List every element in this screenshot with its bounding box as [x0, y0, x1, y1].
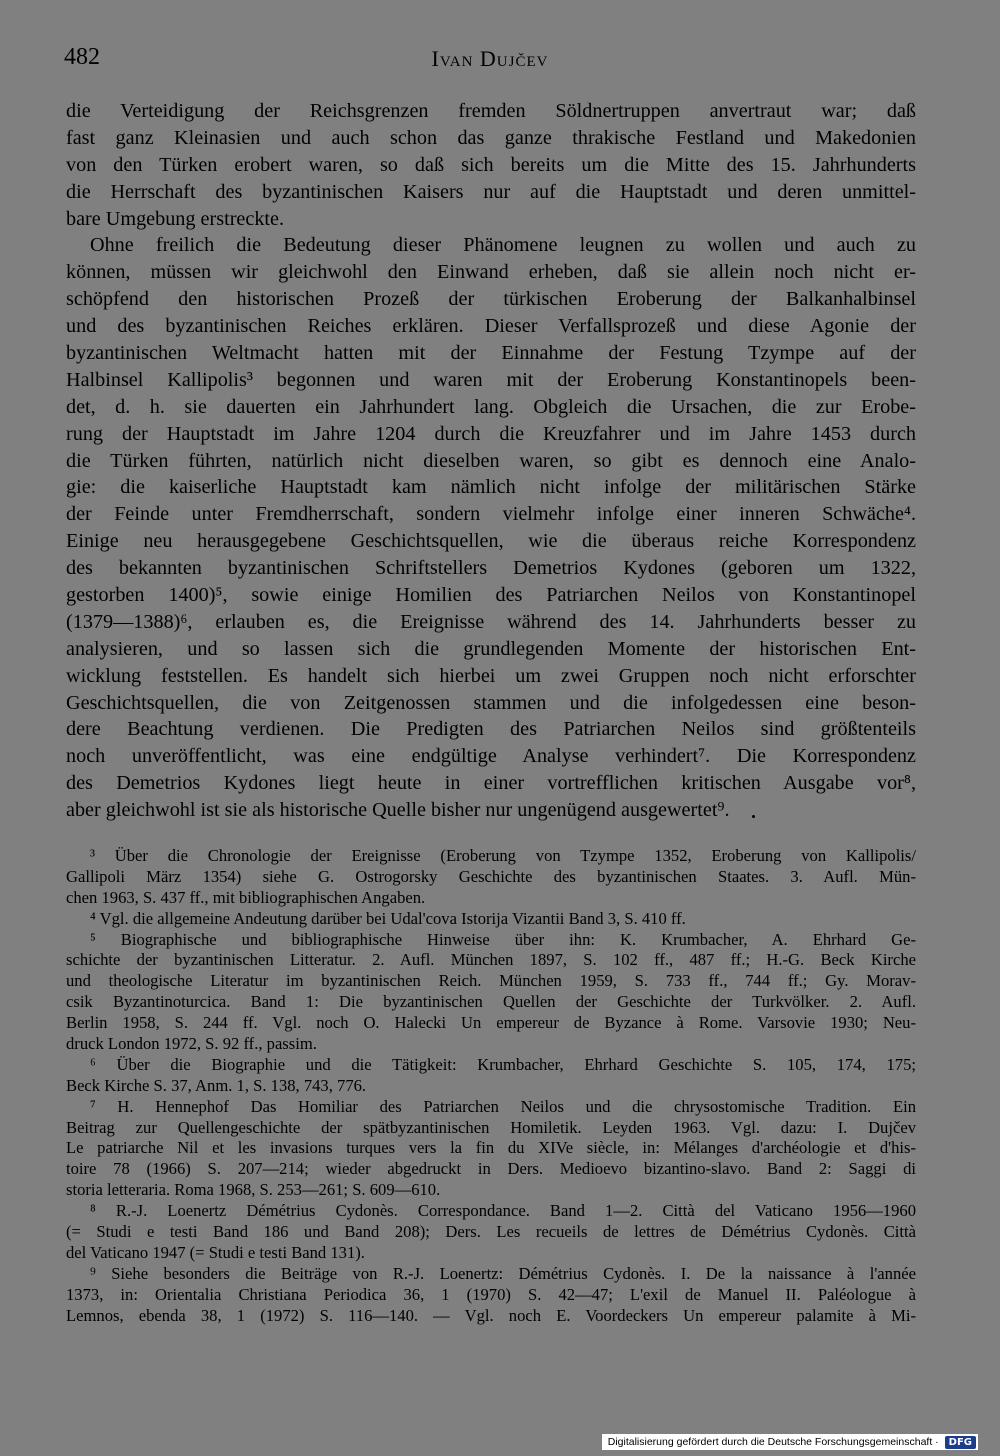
footnote-line: schichte der byzantinischen Litteratur. 2. Aufl. München 1897, S. 102 ff., 487 ff.; H.-G. Beck Kirche — [66, 950, 916, 970]
body-line: können, müssen wir gleichwohl den Einwand erheben, daß sie allein noch nicht er- — [66, 261, 916, 284]
body-line: wicklung feststellen. Es handelt sich hierbei um zwei Gruppen noch nicht erforschter — [66, 664, 916, 687]
dfg-logo: DFG — [945, 1436, 976, 1449]
footnote-line: Le patriarche Nil et les invasions turques vers la fin du XIVe siècle, in: Mélanges d'archéologie et d'his- — [66, 1138, 916, 1158]
footnote-start-line: ⁶ Über die Biographie und die Tätigkeit: Krumbacher, Ehrhard Geschichte S. 105, 174, 175; — [90, 1054, 916, 1074]
body-line: die Türken führten, natürlich nicht dieselben waren, so gibt es dennoch eine Analo- — [66, 449, 916, 472]
print-speck — [752, 815, 755, 818]
footnote-line: Lemnos, ebenda 38, 1 (1972) S. 116—140. — Vgl. noch E. Voordeckers Un empereur palamite à Mi- — [66, 1305, 916, 1325]
page-number: 482 — [64, 44, 100, 70]
body-line: die Herrschaft des byzantinischen Kaisers nur auf die Hauptstadt und deren unmittel- — [66, 180, 916, 203]
footnote-line: storia letteraria. Roma 1968, S. 253—261; S. 609—610. — [66, 1180, 441, 1200]
body-line: (1379—1388)⁶, erlauben es, die Ereignisse während des 14. Jahrhunderts besser zu — [66, 610, 916, 633]
footnote-line: chen 1963, S. 437 ff., mit bibliographischen Angaben. — [66, 887, 426, 907]
body-line: noch unveröffentlicht, was eine endgültige Analyse verhindert⁷. Die Korrespondenz — [66, 745, 916, 768]
footnote-line: Beitrag zur Quellengeschichte der spätbyzantinischen Homiletik. Leyden 1963. Vgl. dazu: I. Dujčev — [66, 1117, 916, 1137]
body-line: rung der Hauptstadt im Jahre 1204 durch die Kreuzfahrer und im Jahre 1453 durch — [66, 422, 916, 445]
body-line: Einige neu herausgegebene Geschichtsquellen, wie die überaus reiche Korrespondenz — [66, 530, 916, 553]
digitization-footer — [602, 1434, 978, 1450]
footnote-start-line: ⁸ R.-J. Loenertz Démétrius Cydonès. Correspondance. Band 1—2. Città del Vaticano 1956—1960 — [90, 1201, 916, 1221]
body-line: analysieren, und so lassen sich die grundlegenden Momente der historischen Ent- — [66, 637, 916, 660]
body-line: Geschichtsquellen, die von Zeitgenossen stammen und die infolgedessen eine beson- — [66, 691, 916, 714]
body-line: aber gleichwohl ist sie als historische Quelle bisher nur ungenügend ausgewertet⁹. — [66, 799, 730, 822]
footnote-start-line: ⁷ H. Hennephof Das Homiliar des Patriarchen Neilos und die chrysostomische Tradition. Ein — [90, 1096, 916, 1116]
page-header — [64, 44, 916, 78]
body-line: die Verteidigung der Reichsgrenzen fremden Söldnertruppen anvertraut war; daß — [66, 100, 916, 122]
body-text — [66, 98, 916, 824]
body-line: gestorben 1400)⁵, sowie einige Homilien des Patriarchen Neilos von Konstantinopel — [66, 584, 916, 607]
body-line: bare Umgebung erstreckte. — [66, 207, 285, 230]
footnotes — [66, 846, 916, 1326]
footnote-line: Gallipoli März 1354) siehe G. Ostrogorsky Geschichte des byzantinischen Staates. 3. Aufl. Mün- — [66, 866, 916, 886]
body-line: von den Türken erobert waren, so daß sich bereits um die Mitte des 15. Jahrhunderts — [66, 153, 916, 176]
footnote-line: und theologische Literatur im byzantinischen Reich. München 1959, S. 733 ff., 744 ff.; Gy. Morav- — [66, 971, 916, 991]
body-line: und des byzantinischen Reiches erklären. Dieser Verfallsprozeß und diese Agonie der — [66, 315, 916, 338]
running-head: Ivan Dujčev — [431, 46, 549, 71]
footnote-line: toire 78 (1966) S. 207—214; wieder abgedruckt in Ders. Medioevo bizantino-slavo. Band 2: Saggi di — [66, 1159, 916, 1179]
footnote-line: csik Byzantinoturcica. Band 1: Die byzantinischen Quellen der Geschichte der Turkvölker. 2. Aufl. — [66, 992, 916, 1012]
footnote-line: 1373, in: Orientalia Christiana Periodica 36, 1 (1970) S. 42—47; L'exil de Manuel II. Paléologue à — [66, 1284, 916, 1304]
footnote-start-line: ³ Über die Chronologie der Ereignisse (Eroberung von Tzympe 1352, Eroberung von Kallipolis/ — [90, 846, 916, 865]
body-line: det, d. h. sie dauerten ein Jahrhundert lang. Obgleich die Ursachen, die zur Erobe- — [66, 395, 916, 418]
footnote-line: Berlin 1958, S. 244 ff. Vgl. noch O. Halecki Un empereur de Byzance à Rome. Varsovie 1930; Neu- — [66, 1013, 916, 1033]
body-line: Halbinsel Kallipolis³ begonnen und waren mit der Eroberung Konstantinopels been- — [66, 368, 916, 391]
footer-credit: Digitalisierung gefördert durch die Deutsche Forschungsgemeinschaft · — [607, 1436, 939, 1448]
footnote-line: del Vaticano 1947 (= Studi e testi Band 131). — [66, 1242, 365, 1262]
body-line: byzantinischen Weltmacht hatten mit der Einnahme der Festung Tzympe auf der — [66, 342, 916, 365]
body-line: des Demetrios Kydones liegt heute in einer vortrefflichen kritischen Ausgabe vor⁸, — [66, 772, 916, 795]
footnote-start-line: ⁴ Vgl. die allgemeine Andeutung darüber bei Udal'cova Istorija Vizantii Band 3, S. 410 ff. — [90, 908, 686, 928]
body-line: der Feinde unter Fremdherrschaft, sondern vielmehr infolge einer inneren Schwäche⁴. — [66, 503, 916, 526]
body-line: dere Beachtung verdienen. Die Predigten des Patriarchen Neilos sind größtenteils — [66, 718, 916, 741]
body-line: des bekannten byzantinischen Schriftstellers Demetrios Kydones (geboren um 1322, — [66, 557, 916, 580]
body-line: fast ganz Kleinasien und auch schon das ganze thrakische Festland und Makedonien — [66, 126, 916, 149]
body-line: schöpfend den historischen Prozeß der türkischen Eroberung der Balkanhalbinsel — [66, 288, 916, 311]
footnote-start-line: ⁹ Siehe besonders die Beiträge von R.-J. Loenertz: Démétrius Cydonès. I. De la naissance à l'année — [90, 1263, 916, 1283]
footnote-line: druck London 1972, S. 92 ff., passim. — [66, 1034, 317, 1054]
footnote-line: Beck Kirche S. 37, Anm. 1, S. 138, 743, 776. — [66, 1075, 367, 1095]
body-line: Ohne freilich die Bedeutung dieser Phänomene leugnen zu wollen und auch zu — [90, 234, 916, 257]
body-line: gie: die kaiserliche Hauptstadt kam nämlich nicht infolge der militärischen Stärke — [66, 476, 916, 499]
footnote-start-line: ⁵ Biographische und bibliographische Hinweise über ihn: K. Krumbacher, A. Ehrhard Ge- — [90, 929, 916, 949]
footnote-line: (= Studi e testi Band 186 und Band 208); Ders. Les recueils de lettres de Démétrius Cydonès. Città — [66, 1222, 916, 1242]
